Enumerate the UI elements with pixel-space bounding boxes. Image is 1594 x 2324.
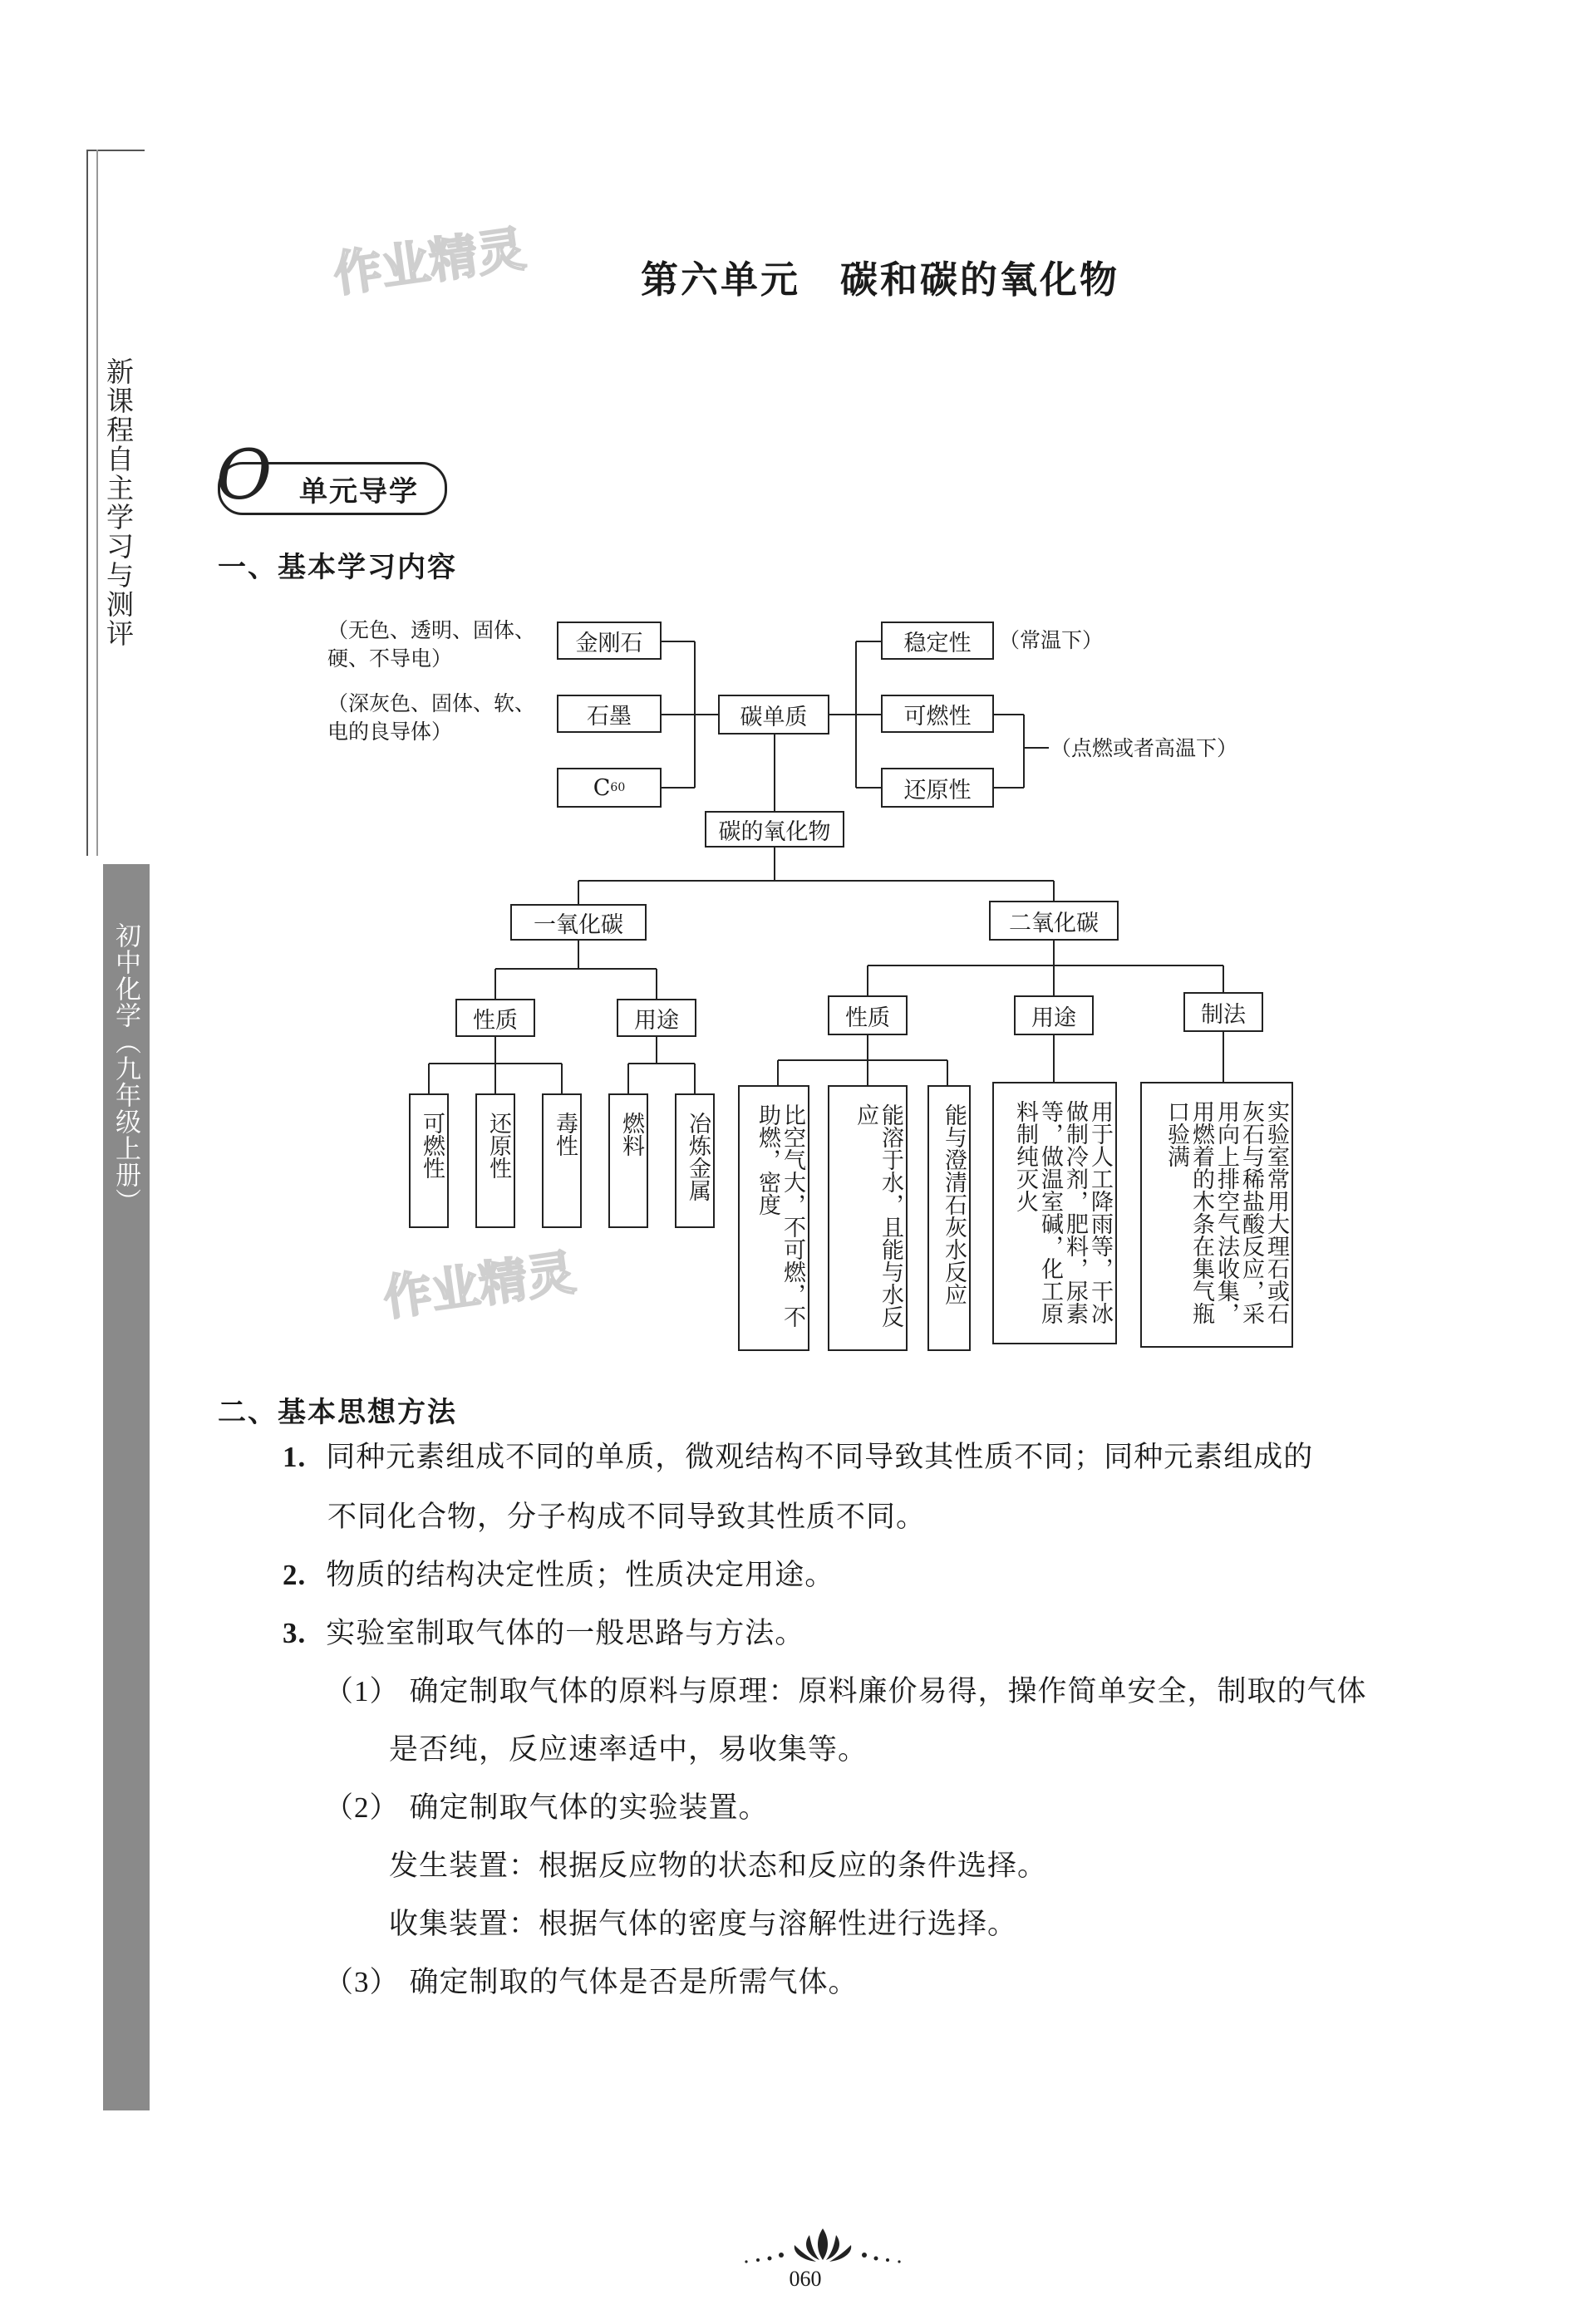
leaf-co2-soluble: 能溶于水，且能与水反应 — [828, 1085, 908, 1351]
method-item-1-continued: 不同化合物，分子构成不同导致其性质不同。 — [327, 1501, 927, 1534]
leaf-co2-preparation: 实验室常用大理石或石灰石与稀盐酸反应，采用向上排空气法收集，用燃着的木条在集气瓶口验满 — [1140, 1082, 1293, 1348]
method-sub-1-text: 确定制取气体的原料与原理：原料廉价易得，操作简单安全，制取的气体 — [409, 1675, 1367, 1708]
method-item-1-text: 同种元素组成不同的单质，微观结构不同导致其性质不同；同种元素组成的 — [326, 1441, 1314, 1474]
method-item-3-number: 3. — [283, 1617, 307, 1649]
side-tab-subject: 初中化学（九年级上册） — [111, 922, 140, 1215]
note-diamond-properties: （无色、透明、固体、硬、不导电） — [327, 618, 536, 671]
leaf-co-fuel: 燃料 — [608, 1093, 648, 1228]
box-co2-property: 性质 — [828, 995, 908, 1035]
box-c60 — [557, 768, 662, 808]
method-sub-2 — [324, 1788, 1429, 1828]
box-carbon-monoxide: 一氧化碳 — [510, 904, 647, 941]
method-sub-3 — [324, 1963, 1429, 2002]
page-title: 第六单元 碳和碳的氧化物 — [640, 258, 1119, 302]
method-item-2 — [283, 1555, 1429, 1595]
box-carbon-dioxide: 二氧化碳 — [989, 901, 1119, 941]
method-sub-2-number: （2） — [324, 1791, 400, 1824]
method-item-1 — [283, 1437, 1429, 1477]
box-flammability: 可燃性 — [881, 695, 994, 733]
watermark-bottom: 作业精灵 — [380, 1244, 579, 1327]
method-sub-1 — [324, 1672, 1429, 1712]
box-graphite: 石墨 — [557, 695, 662, 733]
method-item-3-text: 实验室制取气体的一般思路与方法。 — [326, 1617, 805, 1650]
box-reducibility: 还原性 — [881, 768, 994, 808]
c60-subscript: 60 — [610, 781, 626, 794]
method-sub-3-number: （3） — [324, 1966, 400, 1998]
leaf-co2-density-nonflammable: 比空气大，不可燃，不助燃，密度 — [738, 1085, 809, 1351]
box-carbon-element: 碳单质 — [718, 695, 829, 735]
box-stability: 稳定性 — [881, 622, 994, 660]
method-item-1-number: 1. — [283, 1441, 307, 1473]
method-sub-2-text: 确定制取气体的实验装置。 — [409, 1791, 769, 1825]
method-item-2-text: 物质的结构决定性质；性质决定用途。 — [326, 1559, 835, 1592]
note-room-temperature: （常温下） — [999, 628, 1104, 652]
leaf-co2-limewater: 能与澄清石灰水反应 — [927, 1085, 971, 1351]
method-sub-2-generator: 发生装置：根据反应物的状态和反应的条件选择。 — [389, 1850, 1048, 1883]
section-heading-basic-content: 一、基本学习内容 — [218, 551, 457, 584]
c60-base: C — [593, 774, 611, 801]
side-tab-series-title: 新课程自主学习与测评 — [102, 357, 135, 648]
leaf-co-smelting: 冶炼金属 — [675, 1093, 715, 1228]
box-diamond: 金刚石 — [557, 622, 662, 660]
box-carbon-oxides: 碳的氧化物 — [705, 811, 844, 848]
watermark-top: 作业精灵 — [330, 220, 529, 303]
box-co2-use: 用途 — [1014, 995, 1094, 1035]
leaf-co-flammable: 可燃性 — [409, 1093, 449, 1228]
page-number: 060 — [789, 2267, 822, 2291]
method-sub-2-collector: 收集装置：根据气体的密度与溶解性进行选择。 — [389, 1908, 1018, 1941]
method-item-3 — [283, 1614, 1429, 1653]
leaf-co2-uses: 用于人工降雨等，干冰做制冷剂，肥料，尿素等，做温室碱，化工原料制纯灭火 — [992, 1082, 1117, 1344]
method-sub-1-continued: 是否纯，反应速率适中，易收集等。 — [389, 1733, 868, 1766]
box-co-property: 性质 — [455, 999, 535, 1037]
section-heading-methods: 二、基本思想方法 — [218, 1396, 457, 1429]
method-sub-1-number: （1） — [324, 1675, 400, 1707]
leaf-co-reducing: 还原性 — [475, 1093, 515, 1228]
section-badge-label: 单元导学 — [299, 475, 419, 509]
box-co2-preparation: 制法 — [1183, 992, 1263, 1032]
box-co-use: 用途 — [617, 999, 696, 1037]
section-badge-letter: O — [216, 436, 273, 515]
leaf-co-toxic: 毒性 — [542, 1093, 582, 1228]
note-graphite-properties: （深灰色、固体、软、电的良导体） — [327, 691, 536, 744]
method-sub-3-text: 确定制取的气体是否是所需气体。 — [409, 1966, 858, 1999]
note-ignite-high-temp: （点燃或者高温下） — [1050, 736, 1238, 760]
method-item-2-number: 2. — [283, 1559, 307, 1591]
footer-ornament — [723, 2227, 922, 2268]
